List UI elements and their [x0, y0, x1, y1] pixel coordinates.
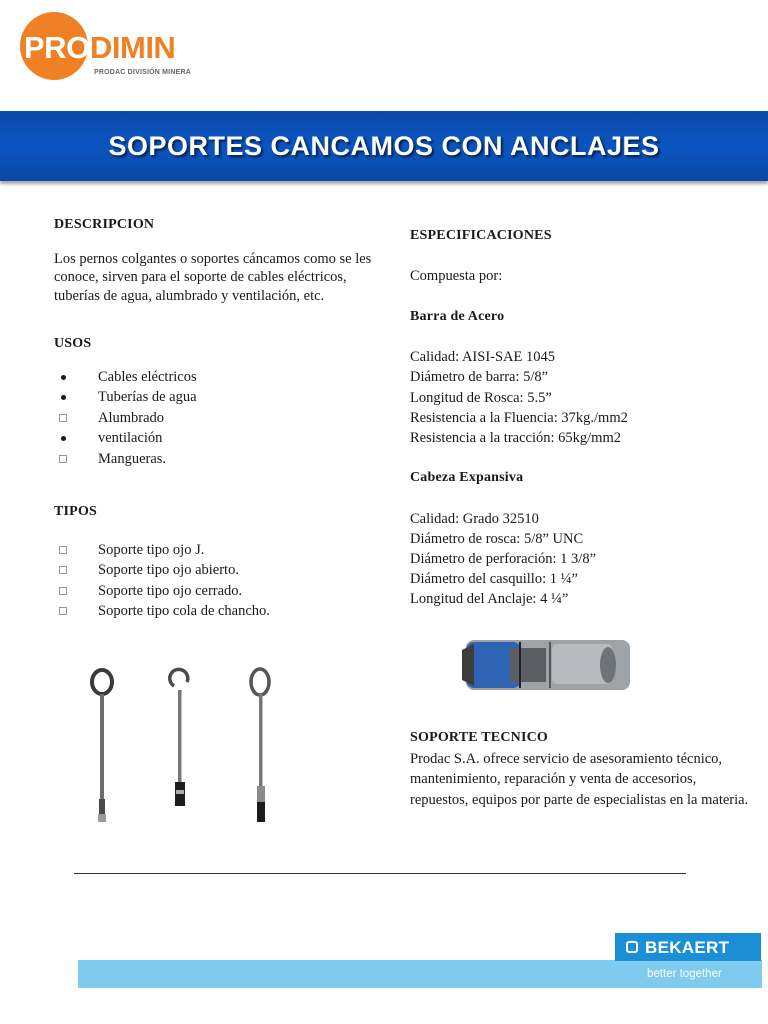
spec-line: Longitud del Anclaje: 4 ¼” [410, 591, 569, 608]
bekaert-mark-icon [626, 941, 638, 953]
logo-subtitle: PRODAC DIVISIÓN MINERA [94, 69, 191, 76]
bekaert-logo [615, 933, 761, 961]
descripcion-text: Los pernos colgantes o soportes cáncamos como se les conoce, sirven para el soporte de cables eléctricos, tuberías de agua, alumbrado y ventilación, etc. [54, 250, 372, 304]
prodimin-logo [20, 12, 210, 82]
cabeza-heading: Cabeza Expansiva [410, 470, 524, 486]
spec-line: Calidad: Grado 32510 [410, 510, 539, 527]
bullet-box-icon [59, 455, 67, 463]
bullet-dot-icon [61, 395, 66, 400]
logo-brand-left: PRO [24, 30, 90, 65]
spec-line: Diámetro del casquillo: 1 ¼” [410, 571, 578, 588]
soporte-tecnico-section [410, 728, 750, 810]
spec-line: Diámetro de rosca: 5/8” UNC [410, 530, 584, 547]
right-column [410, 226, 740, 610]
bullet-box-icon [59, 566, 67, 574]
list-item-label: Alumbrado [98, 409, 165, 426]
cabeza-spec-list [410, 509, 740, 610]
bullet-box-icon [59, 607, 67, 615]
list-item [54, 449, 374, 470]
compuesta-por: Compuesta por: [410, 268, 503, 285]
especificaciones-heading: ESPECIFICACIONES [410, 228, 552, 243]
descripcion-heading: DESCRIPCION [54, 217, 155, 232]
list-item [54, 601, 374, 622]
bullet-box-icon [59, 414, 67, 422]
soporte-tecnico-heading: SOPORTE TECNICO [410, 730, 549, 745]
bullet-dot-icon [61, 375, 66, 380]
list-item-label: Mangueras. [98, 450, 167, 467]
list-item [54, 387, 374, 408]
spec-line: Calidad: AISI-SAE 1045 [410, 349, 555, 366]
list-item-label: Soporte tipo ojo abierto. [98, 562, 239, 578]
page-title: SOPORTES CANCAMOS CON ANCLAJES [108, 131, 660, 161]
list-item-label: Soporte tipo cola de chancho. [98, 603, 270, 619]
usos-heading: USOS [54, 336, 92, 351]
list-item-label: Tuberías de agua [98, 389, 197, 405]
list-item [54, 408, 374, 429]
barra-heading: Barra de Acero [410, 308, 505, 324]
eye-bolt-photo [72, 664, 302, 839]
bekaert-brand: BEKAERT [645, 938, 730, 957]
soporte-tecnico-text: Prodac S.A. ofrece servicio de asesoramiento técnico, mantenimiento, reparación y venta de accesorios, repuestos, equipos por parte de especialistas en la materia. [410, 750, 749, 808]
bullet-dot-icon [61, 436, 66, 441]
list-item [54, 560, 374, 581]
eye-bolt-closed-icon [92, 670, 112, 822]
spec-line: Diámetro de perforación: 1 3/8” [410, 551, 597, 567]
list-item [54, 581, 374, 602]
eye-bolt-open-icon [170, 669, 188, 806]
bullet-box-icon [59, 546, 67, 554]
eye-bolt-long-icon [251, 669, 269, 822]
left-column [54, 216, 374, 622]
bullet-box-icon [59, 587, 67, 595]
list-item-label: ventilación [98, 430, 163, 446]
logo-brand-right: DIMIN [90, 30, 176, 65]
list-item [54, 367, 374, 388]
divider [74, 873, 686, 874]
barra-spec-list [410, 347, 740, 448]
tipos-list [54, 540, 374, 622]
bekaert-tagline: better together [647, 968, 722, 980]
spec-line: Resistencia a la Fluencia: 37kg./mm2 [410, 409, 628, 426]
list-item [54, 540, 374, 561]
spec-line: Diámetro de barra: 5/8” [410, 369, 549, 386]
expansion-anchor-photo [460, 630, 640, 700]
title-banner [0, 111, 768, 181]
tipos-heading: TIPOS [54, 504, 98, 519]
list-item-label: Soporte tipo ojo J. [98, 541, 205, 558]
list-item-label: Soporte tipo ojo cerrado. [98, 582, 243, 599]
usos-list [54, 367, 374, 470]
list-item-label: Cables eléctricos [98, 368, 197, 385]
list-item [54, 428, 374, 449]
spec-line: Longitud de Rosca: 5.5” [410, 389, 552, 406]
spec-line: Resistencia a la tracción: 65kg/mm2 [410, 429, 621, 446]
